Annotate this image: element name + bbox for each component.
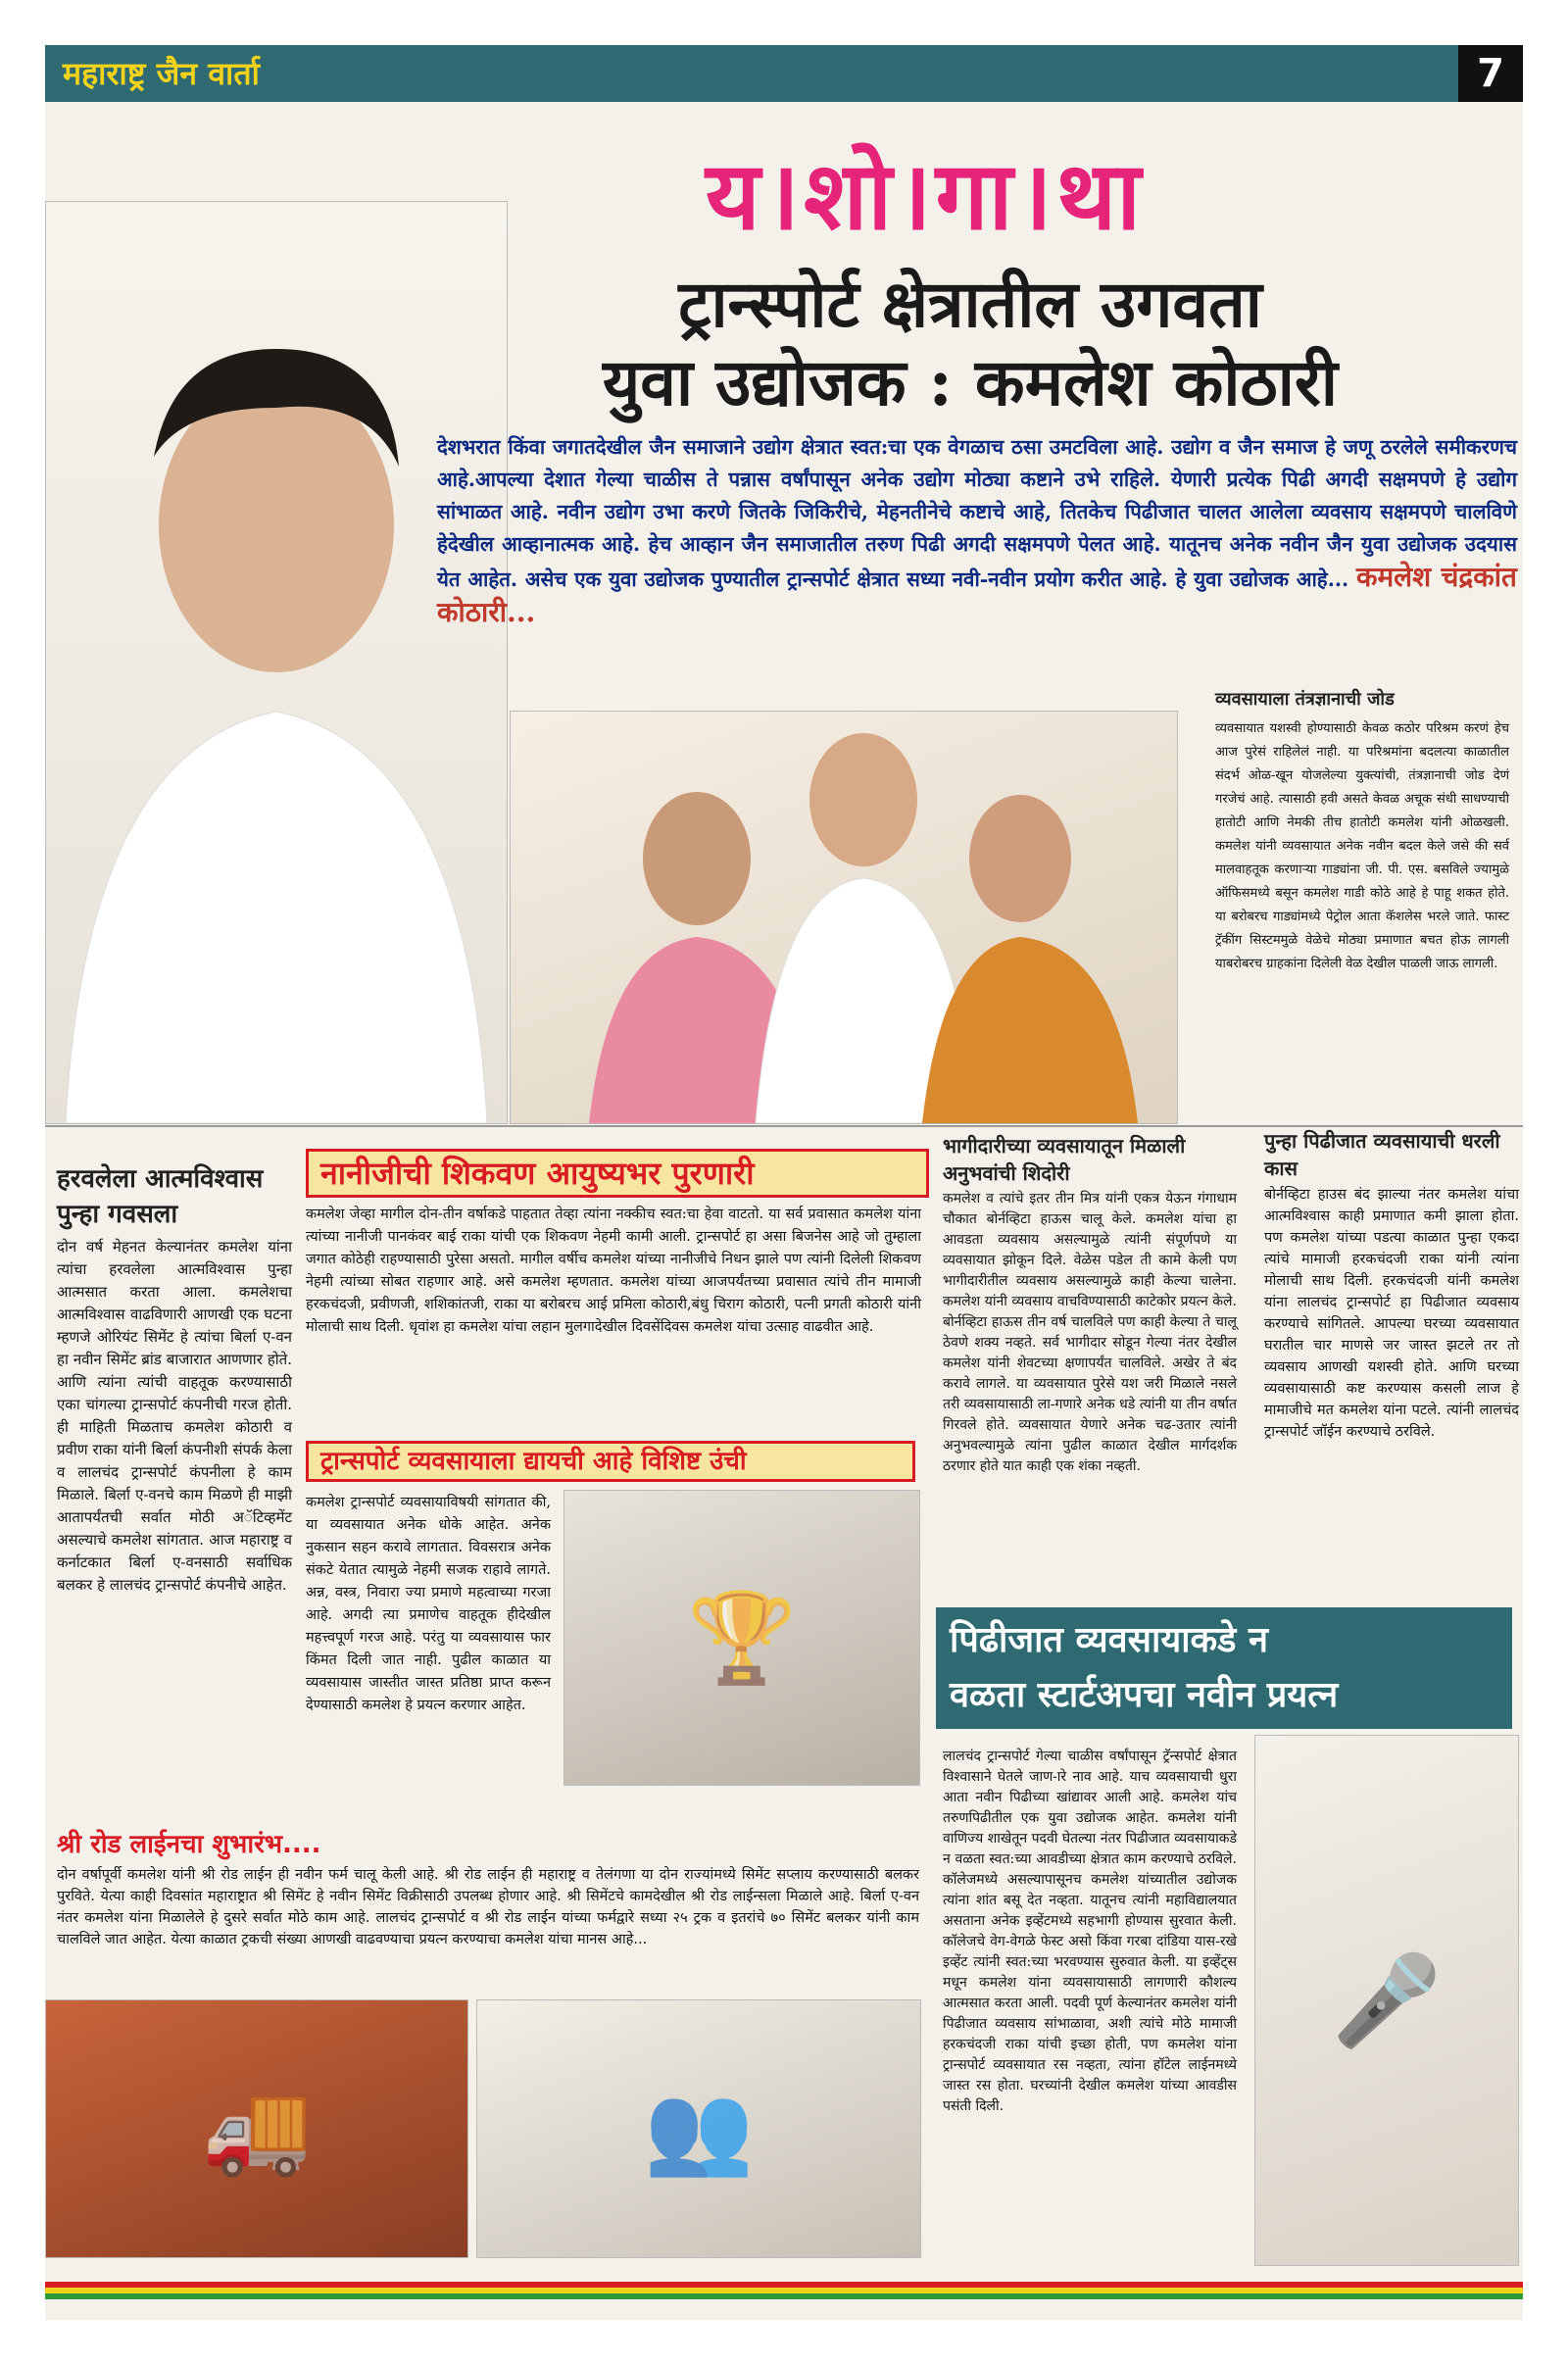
naniji-banner: नानीजीची शिकवण आयुष्यभर पुरणारी: [306, 1149, 929, 1198]
family-photo: [510, 711, 1178, 1124]
group-award-photo: [476, 1999, 921, 2258]
tech-body: व्यवसायात यशस्वी होण्यासाठी केवळ कठोर परिश्रम करणं हेच आज पुरेसं राहिलेलं नाही. या परिश्रमांना बदलत्या काळातील संदर्भ ओळ-खून योजलेल्या युक्त्यांची, तंत्रज्ञानाची जोड देणं गरजेचं आहे. त्यासाठी हवी असते केवळ अचूक संधी साधण्याची हातोटी आणि नेमकी तीच हातोटी कमलेश यांनी ओळखली. कमलेश यांनी व्यवसायात अनेक नवीन बदल केले जसे की सर्व मालवाहतूक करणाऱ्या गाड्यांना जी. पी. एस. बसविले ज्यामुळे ऑफिसमध्ये बसून कमलेश गाडी कोठे आहे हे पाहू शकत होते. या बरोबरच गाड्यांमध्ये पेट्रोल आता कॅशलेस भरले जाते. फास्ट ट्रॅकींग सिस्टममुळे वेळेचे मोठ्या प्रमाणात बचत होऊ लागली याबरोबरच ग्राहकांना दिलेली वेळ देखील पाळली जाऊ लागली.: [1215, 721, 1509, 971]
startup-banner: [936, 1607, 1512, 1729]
family-group-icon: [511, 712, 1177, 1123]
startup-banner-line-1: पिढीजात व्यवसायाकडे न: [950, 1620, 1268, 1660]
award-photo: [564, 1490, 920, 1786]
trucks-photo: [45, 1999, 468, 2258]
confidence-column: [57, 1161, 292, 1597]
lead-name: कमलेश चंद्रकांत कोठारी...: [437, 561, 1518, 628]
microphone-icon: 🎤: [1331, 1948, 1443, 2052]
partnership-heading: भागीदारीच्या व्यवसायातून मिळाली अनुभवांची शिदोरी: [943, 1134, 1186, 1185]
tech-heading: व्यवसायाला तंत्रज्ञानाची जोड: [1215, 689, 1395, 710]
naniji-body: कमलेश जेव्हा मागील दोन-तीन वर्षाकडे पाहतात तेव्हा त्यांना नक्कीच स्वत:चा हेवा वाटतो. या सर्व प्रवासात कमलेश यांना त्यांच्या नानीजी पानकंवर बाई राका यांची एक शिकवण नेहमी कामी आली. ट्रान्सपोर्ट हा असा बिजनेस आहे जो तुम्हाला जगात कोठेही राहण्यासाठी पुरेसा असतो. मागील वर्षीच कमलेश यांच्या नानीजीचे निधन झाले पण त्यांनी दिलेली शिकवण नेहमी त्यांच्या सोबत राहणार आहे. असे कमलेश म्हणतात. कमलेश यांच्या आजपर्यंतच्या प्रवासात त्यांचे तीन मामाजी हरकचंदजी, प्रवीणजी, शशिकांतजी, राका या बरोबरच आई प्रमिला कोठारी,बंधु चिराग कोठारी, पत्नी प्रगती कोठारी यांनी मोलाची साथ दिली. धृवांश हा कमलेश यांचा लहान मुलगादेखील दिवसेंदिवस कमलेश यांचा उत्साह वाढवीत आहे.: [306, 1207, 921, 1335]
lead-text: देशभरात किंवा जगातदेखील जैन समाजाने उद्योग क्षेत्रात स्वत:चा एक वेगळाच ठसा उमटविला आहे. उद्योग व जैन समाज हे जणू ठरलेले समीकरणच आहे.आपल्या देशात गेल्या चाळीस ते पन्नास वर्षांपासून अनेक उद्योग मोठ्या कष्टाने उभे राहिले. येणारी प्रत्येक पिढी अगदी सक्षमपणे हे उद्योग सांभाळत आहे. नवीन उद्योग उभा करणे जितके जिकिरीचे, मेहनतीनेचे कष्टाचे आहे, तितकेच पिढीजात चालत आलेला व्यवसाय सक्षमपणे चालविणे हेदेखील आव्हानात्मक आहे. हेच आव्हान जैन समाजातील तरुण पिढी अगदी सक्षमपणे पेलत आहे. यातूनच अनेक नवीन जैन युवा उद्योजक उदयास येत आहेत. असेच एक युवा उद्योजक पुण्यातील ट्रान्सपोर्ट क्षेत्रात सध्या नवी-नवीन प्रयोग करीत आहे. हे युवा उद्योजक आहे...: [437, 435, 1517, 591]
masthead: [45, 45, 1476, 102]
startup-banner-line-2: वळता स्टार्टअपचा नवीन प्रयत्न: [950, 1675, 1339, 1715]
headline-line-2: युवा उद्योजक : कमलेश कोठारी: [603, 344, 1338, 420]
main-headline: [421, 265, 1519, 421]
lead-paragraph: [437, 431, 1517, 631]
headline-line-1: ट्रान्स्पोर्ट क्षेत्रातील उगवता: [678, 266, 1262, 342]
height-banner: ट्रान्सपोर्ट व्यवसायाला द्यायची आहे विशिष्ट उंची: [306, 1441, 915, 1482]
confidence-heading: हरवलेला आत्मविश्वास पुन्हा गवसला: [57, 1164, 264, 1229]
award-photo-icon: 🏆: [686, 1586, 798, 1690]
truck-icon: 🚚: [201, 2077, 313, 2181]
footer-stripe-green: [45, 2293, 1523, 2299]
page-number: 7: [1458, 45, 1523, 102]
startup-body: लालचंद ट्रान्सपोर्ट गेल्या चाळीस वर्षांपासून ट्रॅन्सपोर्ट क्षेत्रात विश्वासाने घेतले जाण-ारे नाव आहे. याच व्यवसायाची धुरा आता नवीन पिढीच्या खांद्यावर आली आहे. कमलेश यांच तरुणपिढीतील एक युवा उद्योजक आहेत. कमलेश यांनी वाणिज्य शाखेतून पदवी घेतल्या नंतर पिढीजात व्यवसायाकडे न वळता स्वत:च्या आवडीच्या क्षेत्रात काम करण्याचे ठरविले. कॉलेजमध्ये असल्यापासूनच कमलेश यांच्यातील उद्योजक त्यांना शांत बसू देत नव्हता. यातूनच त्यांनी महाविद्यालयात असताना अनेक इव्हेंटमध्ये सहभागी होण्यास सुरवात केली. कॉलेजचे वेग-वेगळे फेस्ट असो किंवा गरबा दांडिया यास-रखे इव्हेंट त्यांनी स्वत:च्या भरवण्यास सुरुवात केली. या इव्हेंट्स मधून कमलेश यांना व्यवसायासाठी लागणारी कौशल्य आत्मसात करता आली. पदवी पूर्ण केल्यानंतर कमलेश यांनी पिढीजात व्यवसाय सांभाळावा, अशी त्यांचे मोठे मामाजी हरकचंदजी राका यांची इच्छा होती, पण कमलेश यांना ट्रान्सपोर्ट व्यवसायात रस नव्हता, त्यांना हॉटेल लाईनमध्ये जास्त रस होता. घरच्यांनी देखील कमलेश यांच्या आवडीस पसंती दिली.: [943, 1749, 1237, 2114]
kicker-yashogatha: य।शो।गा।था: [706, 141, 1146, 251]
shree-road-heading: श्री रोड लाईनचा शुभारंभ....: [57, 1830, 321, 1859]
return-heading: पुन्हा पिढीजात व्यवसायाची धरली कास: [1264, 1129, 1500, 1180]
return-column: [1264, 1127, 1519, 1443]
group-award-icon: 👥: [643, 2077, 755, 2181]
mic-photo: [1254, 1735, 1519, 2266]
tech-column: [1215, 686, 1509, 976]
partnership-column: [943, 1132, 1237, 1477]
partnership-body: कमलेश व त्यांचे इतर तीन मित्र यांनी एकत्र येऊन गंगाधाम चौकात बोर्नव्हिटा हाऊस चालू केले. कमलेश यांचा हा आवडता व्यवसाय असल्यामुळे त्यांनी संपूर्णपणे या व्यवसायात झोकून दिले. वेळेस पडेल ती कामे केली पण भागीदारीतील व्यवसाय असल्यामुळे काही केल्या चालेना. कमलेश यांनी व्यवसाय वाचविण्यासाठी काटेकोर प्रयत्न केले. बोर्नव्हिटा हाऊस तीन वर्ष चालविले पण काही केल्या ते चालू ठेवणे शक्य नव्हते. सर्व भागीदार सोडून गेल्या नंतर देखील कमलेश यांनी शेवटच्या क्षणापर्यंत चालविले. अखेर ते बंद करावे लागले. या व्यवसायात पुरेसे यश जरी मिळाले नसले तरी व्यवसायासाठी ला-गणारे अनेक धडे त्यांनी या तीन वर्षात गिरवले होते. व्यवसायात येणारे अनेक चढ-उतार त्यांनी अनुभवल्यामुळे त्यांना पुढील काळात देखील मार्गदर्शक ठरणार होते यात काही एक शंका नव्हती.: [943, 1191, 1237, 1474]
shree-road-body: दोन वर्षापूर्वी कमलेश यांनी श्री रोड लाईन ही नवीन फर्म चालू केली आहे. श्री रोड लाईन ही महाराष्ट्र व तेलंगणा या दोन राज्यांमध्ये सिमेंट सप्लाय करण्यासाठी बलकर पुरविते. येत्या काही दिवसांत महाराष्ट्रात श्री सिमेंट हे नवीन सिमेंट विक्रीसाठी उपलब्ध होणार आहे. श्री सिमेंटचे कामदेखील श्री रोड लाईन्सला मिळाले आहे. बिर्ला ए-वन नंतर कमलेश यांना मिळालेले हे दुसरे सर्वात मोठे काम आहे. लालचंद ट्रान्सपोर्ट व श्री रोड लाईन यांच्या फर्मद्वारे सध्या २५ ट्रक व इतरांचे ७० सिमेंट बलकर यांनी काम चालविले जात आहेत. येत्या काळात ट्रकची संख्या आणखी वाढवण्याचा प्रयत्न करण्याचा कमलेश यांचा मानस आहे...: [57, 1867, 919, 1947]
return-body: बोर्नव्हिटा हाउस बंद झाल्या नंतर कमलेश यांचा आत्मविश्वास काही प्रमाणात कमी झाला होता. पण कमलेश यांच्या पडत्या काळात पुन्हा एकदा त्यांचे मामाजी हरकचंदजी राका यांनी त्यांना मोलाची साथ दिली. हरकचंदजी यांनी कमलेश यांना लालचंद ट्रान्सपोर्ट हा पिढीजात व्यवसाय करण्याचे सांगितले. आपल्या घरच्या व्यवसायात घरातील चार माणसे जर जास्त झटले तर तो व्यवसाय आणखी यशस्वी होते. आणि घरच्या व्यवसायासाठी कष्ट करण्यास कसली लाज हे मामाजीचे मत कमलेश यांना पटले. त्यांनी लालचंद ट्रान्सपोर्ट जॉईन करण्याचे ठरविले.: [1264, 1187, 1519, 1440]
publication-name: महाराष्ट्र जैन वार्ता: [63, 55, 260, 92]
confidence-body: दोन वर्ष मेहनत केल्यानंतर कमलेश यांना त्यांचा हरवलेला आत्मविश्वास पुन्हा आत्मसात करता आला. कमलेशचा आत्मविश्वास वाढविणारी आणखी एक घटना म्हणजे ओरियंट सिमेंट हे त्यांचा बिर्ला ए-वन हा नवीन सिमेंट ब्रांड बाजारात आणणार होते. आणि त्यांना त्यांची वाहतूक करण्यासाठी एका चांगल्या ट्रान्सपोर्ट कंपनीची गरज होती. ही माहिती मिळताच कमलेश कोठारी व प्रवीण राका यांनी बिर्ला कंपनीशी संपर्क केला व लालचंद ट्रान्सपोर्ट कंपनीला हे काम मिळाले. बिर्ला ए-वनचे काम मिळणे ही माझी आतापर्यंतची सर्वात मोठी अॅटिव्हमेंट असल्याचे कमलेश सांगतात. आज महाराष्ट्र व कर्नाटकात बिर्ला ए-वनसाठी सर्वाधिक बलकर हे लालचंद ट्रान्सपोर्ट कंपनीचे आहेत.: [57, 1238, 292, 1594]
height-body: कमलेश ट्रान्सपोर्ट व्यवसायाविषयी सांगतात की, या व्यवसायात अनेक धोके आहेत. अनेक नुकसान सहन करावे लागतात. विवसरात्र अनेक संकटे येतात त्यामुळे नेहमी सजक राहावे लागते. अन्न, वस्त्र, निवारा ज्या प्रमाणे महत्वाच्या गरजा आहे. अगदी त्या प्रमाणेच वाहतूक हीदेखील महत्त्वपूर्ण गरज आहे. परंतु या व्यवसायास फार किंमत दिली जात नाही. पुढील काळात या व्यवसायास जास्तीत जास्त प्रतिष्ठा प्राप्त करून देण्यासाठी कमलेश हे प्रयत्न करणार आहेत.: [306, 1495, 551, 1713]
